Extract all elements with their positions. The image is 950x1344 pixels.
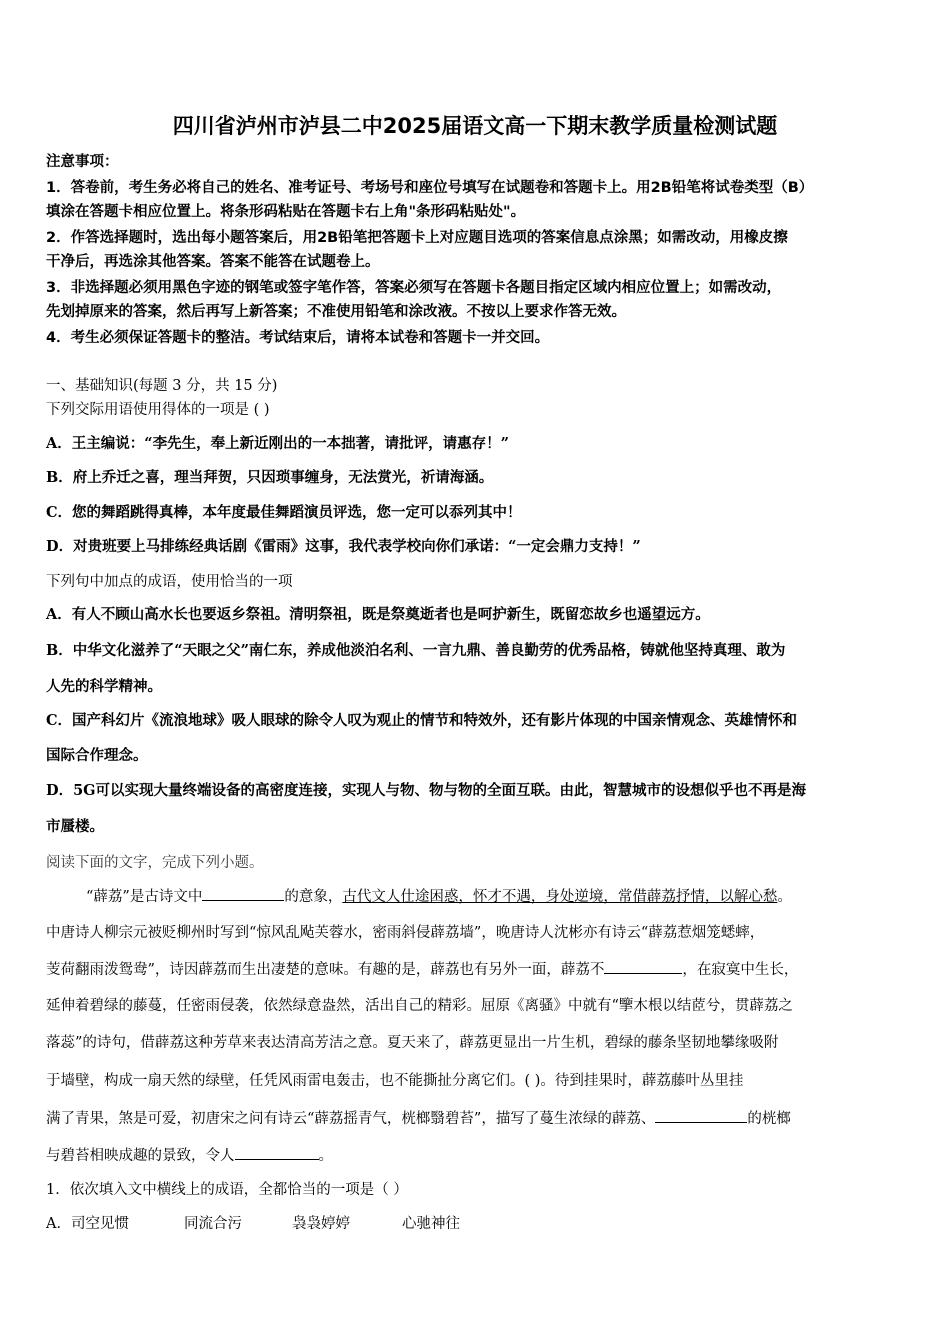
passage-line: 中唐诗人柳宗元被贬柳州时写到“惊风乱飐芙蓉水，密雨斜侵薜荔墙”，晚唐诗人沈彬亦有诗云“薜荔惹烟笼蟋蟀， <box>46 925 765 941</box>
passage-text: 。 <box>777 889 792 905</box>
option-c-continued: 国际合作理念。 <box>46 747 148 764</box>
option-word: 袅袅婷婷 <box>292 1216 350 1232</box>
passage-line <box>46 1108 791 1129</box>
section-heading: 一、基础知识(每题 3 分，共 15 分) <box>46 378 278 394</box>
option-word: 心驰神往 <box>402 1216 460 1232</box>
notice-heading: 注意事项： <box>46 154 119 170</box>
question-stem: 1．依次填入文中横线上的成语，全都恰当的一项是（ ） <box>46 1182 408 1198</box>
answer-blank <box>655 1108 747 1123</box>
option-a <box>46 1214 460 1234</box>
passage-text: 的桄榔 <box>747 1111 791 1127</box>
passage-text: 满了青果，煞是可爱，初唐宋之问有诗云“薜荔摇青气，桄榔翳碧苔”，描写了蔓生浓绿的薜荔、 <box>46 1111 656 1127</box>
option-c: C．您的舞蹈跳得真棒，本年度最佳舞蹈演员评选，您一定可以忝列其中！ <box>46 504 522 521</box>
option-a: A．王主编说：“李先生，奉上新近刚出的一本拙著，请批评，请惠存！” <box>46 435 509 452</box>
passage-line: 落蕊”的诗句，借薜荔这种芳草来表达清高芳洁之意。夏天来了，薜荔更显出一片生机，碧绿的藤条坚韧地攀缘吸附 <box>46 1035 779 1051</box>
passage-text: “薜荔”是古诗文中 <box>86 889 203 905</box>
underlined-sentence: 古代文人仕途困惑，怀才不遇，身处逆境，常借薜荔抒情，以解心愁 <box>342 889 778 905</box>
question-stem: 下列交际用语使用得体的一项是 ( ) <box>46 402 270 418</box>
option-b: B．府上乔迁之喜，理当拜贺，只因琐事缠身，无法赏光，祈请海涵。 <box>46 469 494 486</box>
notice-line: 3．非选择题必须用黑色字迹的钢笔或签字笔作答，答案必须写在答题卡各题目指定区域内相应位置上；如需改动， <box>46 280 782 296</box>
notice-line: 2．作答选择题时，选出每小题答案后，用2B铅笔把答题卡上对应题目选项的答案信息点涂黑；如需改动，用橡皮擦 <box>46 230 788 246</box>
passage-text: ，在寂寞中生长， <box>682 962 799 978</box>
passage-line <box>46 959 798 980</box>
answer-blank <box>604 959 682 974</box>
passage-line <box>46 1145 333 1166</box>
page-title: 四川省泸州市泸县二中2025届语文高一下期末教学质量检测试题 <box>172 114 778 138</box>
option-a: A．有人不顾山高水长也要返乡祭祖。清明祭祖，既是祭奠逝者也是呵护新生，既留恋故乡也遥望远方。 <box>46 606 710 623</box>
passage-line: 于墙壁，构成一扇天然的绿壁，任凭风雨雷电轰击，也不能撕扯分离它们。( )。待到挂果时，薜荔藤叶丛里挂 <box>46 1073 744 1089</box>
passage-line: 延伸着碧绿的藤蔓，任密雨侵袭，依然绿意盎然，活出自己的精彩。屈原《离骚》中就有“擥木根以结茝兮，贯薜荔之 <box>46 998 793 1014</box>
option-word: A．司空见惯 <box>46 1216 129 1232</box>
question-stem: 下列句中加点的成语，使用恰当的一项 <box>46 574 293 590</box>
option-b: B．中华文化滋养了“天眼之父”南仁东，养成他淡泊名利、一言九鼎、善良勤劳的优秀品格，铸就他坚持真理、敢为 <box>46 642 786 659</box>
option-d-continued: 市蜃楼。 <box>46 818 104 835</box>
option-c: C．国产科幻片《流浪地球》吸人眼球的除令人叹为观止的情节和特效外，还有影片体现的中国亲情观念、英雄情怀和 <box>46 712 798 729</box>
answer-blank <box>235 1145 319 1160</box>
passage-text: 的意象， <box>284 889 343 905</box>
option-d: D．对贵班要上马排练经典话剧《雷雨》这事，我代表学校向你们承诺：“一定会鼎力支持！” <box>46 538 641 555</box>
notice-line: 干净后，再选涂其他答案。答案不能答在试题卷上。 <box>46 254 380 270</box>
answer-blank <box>202 886 284 901</box>
option-d: D．5G可以实现大量终端设备的高密度连接，实现人与物、物与物的全面互联。由此，智慧城市的设想似乎也不再是海 <box>46 782 807 799</box>
passage-text: 。 <box>318 1148 333 1164</box>
option-b-continued: 人先的科学精神。 <box>46 678 162 695</box>
notice-line: 4．考生必须保证答题卡的整洁。考试结束后，请将本试卷和答题卡一并交回。 <box>46 330 550 346</box>
passage-line <box>86 886 792 907</box>
option-word: 同流合污 <box>184 1216 242 1232</box>
passage-text: 与碧苔相映成趣的景致，令人 <box>46 1148 235 1164</box>
notice-line: 1．答卷前，考生务必将自己的姓名、准考证号、考场号和座位号填写在试题卷和答题卡上。用2B铅笔将试卷类型（B） <box>46 180 814 196</box>
notice-line: 先划掉原来的答案，然后再写上新答案；不准使用铅笔和涂改液。不按以上要求作答无效。 <box>46 304 626 320</box>
notice-line: 填涂在答题卡相应位置上。将条形码粘贴在答题卡右上角"条形码粘贴处"。 <box>46 204 526 220</box>
passage-text: 芰荷翻雨泼鸳鸯”，诗因薜荔而生出凄楚的意味。有趣的是，薜荔也有另外一面，薜荔不 <box>46 962 605 978</box>
reading-intro: 阅读下面的文字，完成下列小题。 <box>46 855 264 871</box>
